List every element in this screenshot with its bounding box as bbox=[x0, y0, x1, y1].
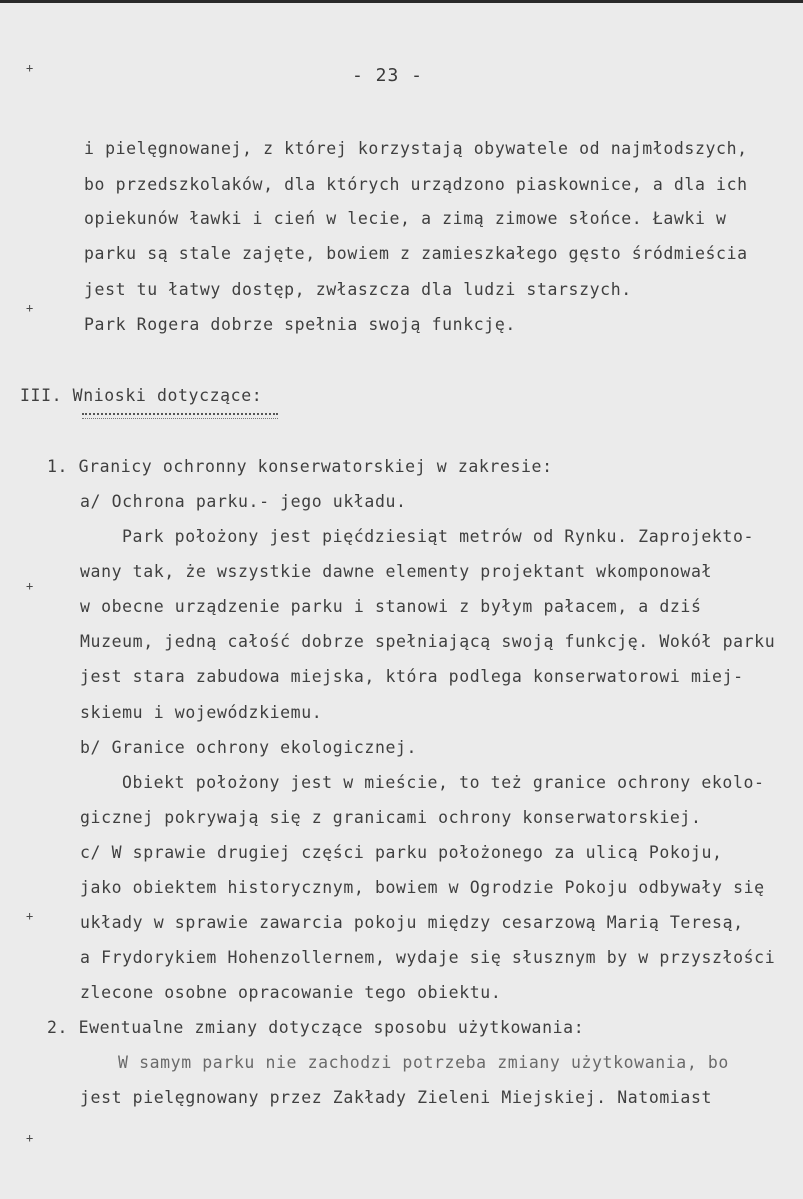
text-line: w obecne urządzenie parku i stanowi z byłym pałacem, a dziś bbox=[80, 597, 702, 616]
text-line: Obiekt położony jest w mieście, to też granice ochrony ekolo- bbox=[122, 773, 765, 792]
heading-underline bbox=[82, 413, 278, 419]
numbered-item: 2. Ewentualne zmiany dotyczące sposobu użytkowania: bbox=[47, 1018, 585, 1037]
text-line: zlecone osobne opracowanie tego obiektu. bbox=[80, 983, 502, 1002]
text-line: parku są stale zajęte, bowiem z zamieszkałego gęsto śródmieścia bbox=[84, 244, 748, 263]
text-line: wany tak, że wszystkie dawne elementy projektant wkomponował bbox=[80, 562, 713, 581]
section-heading: III. Wnioski dotyczące: bbox=[20, 386, 263, 405]
text-line: bo przedszkolaków, dla których urządzono piaskownice, a dla ich bbox=[84, 175, 748, 194]
text-line: gicznej pokrywają się z granicami ochrony konserwatorskiej. bbox=[80, 808, 702, 827]
punch-mark-icon: + bbox=[26, 909, 34, 923]
text-line: układy w sprawie zawarcia pokoju między cesarzową Marią Teresą, bbox=[80, 913, 744, 932]
text-line: Muzeum, jedną całość dobrze spełniającą swoją funkcję. Wokół parku bbox=[80, 632, 776, 651]
sub-item: b/ Granice ochrony ekologicznej. bbox=[80, 738, 418, 757]
text-line: jako obiektem historycznym, bowiem w Ogrodzie Pokoju odbywały się bbox=[80, 878, 765, 897]
text-line: Park Rogera dobrze spełnia swoją funkcję. bbox=[84, 315, 516, 334]
text-line: jest stara zabudowa miejska, która podlega konserwatorowi miej- bbox=[80, 667, 744, 686]
page-number: - 23 - bbox=[352, 65, 424, 86]
text-line: skiemu i wojewódzkiemu. bbox=[80, 703, 323, 722]
punch-mark-icon: + bbox=[26, 61, 34, 75]
text-line: a Frydorykiem Hohenzollernem, wydaje się słusznym by w przyszłości bbox=[80, 948, 776, 967]
text-line: jest pielęgnowany przez Zakłady Zieleni Miejskiej. Natomiast bbox=[80, 1088, 713, 1107]
text-line: opiekunów ławki i cień w lecie, a zimą zimowe słońce. Ławki w bbox=[84, 209, 727, 228]
text-line: Park położony jest pięćdziesiąt metrów od Rynku. Zaprojekto- bbox=[122, 527, 755, 546]
numbered-item: 1. Granicy ochronny konserwatorskiej w zakresie: bbox=[47, 457, 553, 476]
text-line: i pielęgnowanej, z której korzystają obywatele od najmłodszych, bbox=[84, 139, 748, 158]
sub-item: c/ W sprawie drugiej części parku położonego za ulicą Pokoju, bbox=[80, 843, 723, 862]
punch-mark-icon: + bbox=[26, 301, 34, 315]
text-line: W samym parku nie zachodzi potrzeba zmiany użytkowania, bo bbox=[118, 1053, 729, 1072]
text-line: jest tu łatwy dostęp, zwłaszcza dla ludzi starszych. bbox=[84, 280, 632, 299]
sub-item: a/ Ochrona parku.- jego układu. bbox=[80, 492, 407, 511]
punch-mark-icon: + bbox=[26, 1131, 34, 1145]
punch-mark-icon: + bbox=[26, 579, 34, 593]
